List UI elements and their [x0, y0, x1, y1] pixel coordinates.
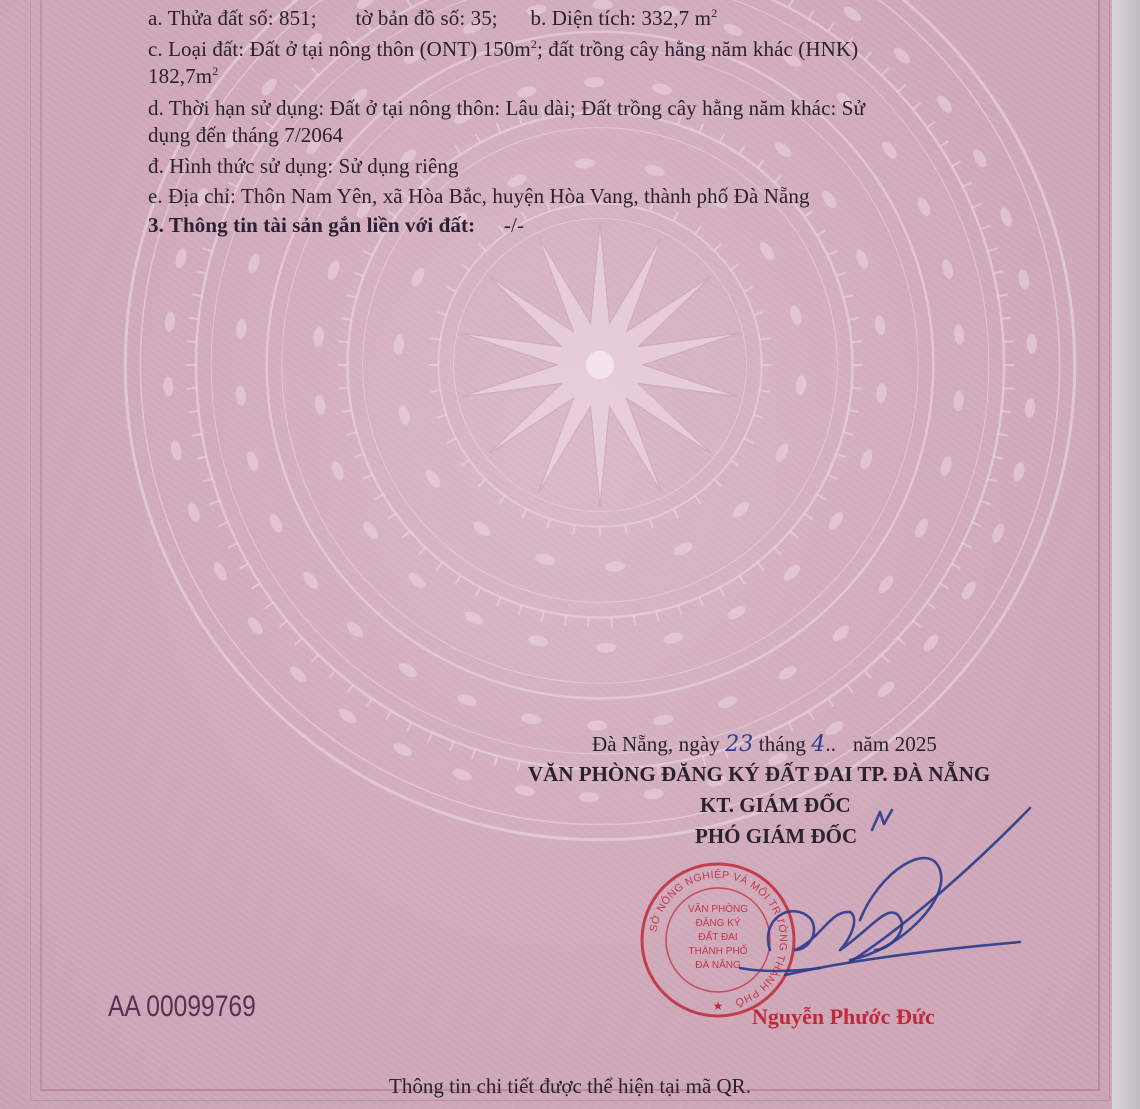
- on-behalf-line: KT. GIÁM ĐỐC: [700, 793, 851, 817]
- serial-number: AA 00099769: [108, 990, 256, 1023]
- month-word: tháng: [758, 732, 806, 756]
- land-type-line: [148, 37, 858, 62]
- parcel-number: a. Thửa đất số: 851;: [148, 6, 317, 30]
- stamp-center-line: ĐẤT ĐAI: [698, 932, 738, 943]
- map-sheet: tờ bản đồ số: 35;: [355, 6, 498, 30]
- signer-name: Nguyễn Phước Đức: [752, 1004, 935, 1029]
- address: e. Địa chỉ: Thôn Nam Yên, xã Hòa Bắc, huyện Hòa Vang, thành phố Đà Nẵng: [148, 184, 810, 208]
- land-type-line-2: [148, 64, 218, 89]
- area: b. Diện tích: 332,7 m: [530, 6, 712, 30]
- assets-heading: 3. Thông tin tài sản gắn liền với đất:: [148, 213, 476, 237]
- parcel-line: [148, 6, 717, 31]
- land-type-hnk: ; đất trồng cây hằng năm khác (HNK): [536, 37, 859, 61]
- place-date-prefix: Đà Nẵng, ngày: [592, 732, 720, 756]
- assets-value: -/-: [503, 213, 525, 237]
- area-unit-sup: 2: [711, 6, 718, 20]
- stamp-center-line: ĐÀ NẴNG: [695, 960, 741, 971]
- stamp-center-line: THÀNH PHỐ: [688, 946, 748, 957]
- land-type-sup: 2: [530, 37, 537, 51]
- handwritten-signature: [700, 800, 1040, 1000]
- svg-text:★: ★: [712, 999, 724, 1013]
- land-type-ont: c. Loại đất: Đất ở tại nông thôn (ONT) 150m: [148, 37, 531, 61]
- assets-line: [148, 213, 524, 238]
- handwritten-day: 23: [725, 732, 754, 757]
- land-type-hnk-area: 182,7m: [148, 64, 213, 88]
- term-line-1: d. Thời hạn sử dụng: Đất ở tại nông thôn: Lâu dài; Đất trồng cây hằng năm khác: Sử: [148, 96, 866, 120]
- term-line-2: dụng đến tháng 7/2064: [148, 123, 344, 147]
- svg-text:SỞ NÔNG NGHIỆP VÀ MÔI TRƯỜNG T: SỞ NÔNG NGHIỆP VÀ MÔI TRƯỜNG THÀNH PHỐ: [647, 868, 790, 1009]
- qr-note: Thông tin chi tiết được thể hiện tại mã QR.: [389, 1074, 751, 1098]
- year-text: năm 2025: [852, 732, 938, 756]
- land-type-hnk-sup: 2: [212, 64, 219, 78]
- stamp-center-line: VĂN PHÒNG: [687, 904, 749, 915]
- handwritten-month: 4: [811, 732, 826, 757]
- place-date: Đà Nẵng, ngày 23 tháng 4.. năm 2025: [592, 732, 938, 757]
- usage-form: đ. Hình thức sử dụng: Sử dụng riêng: [148, 154, 459, 178]
- scan-edge: [1112, 0, 1140, 1109]
- issuing-office: VĂN PHÒNG ĐĂNG KÝ ĐẤT ĐAI TP. ĐÀ NẴNG: [528, 762, 991, 786]
- signer-title: PHÓ GIÁM ĐỐC: [695, 824, 858, 848]
- stamp-center-line: ĐĂNG KÝ: [695, 918, 741, 929]
